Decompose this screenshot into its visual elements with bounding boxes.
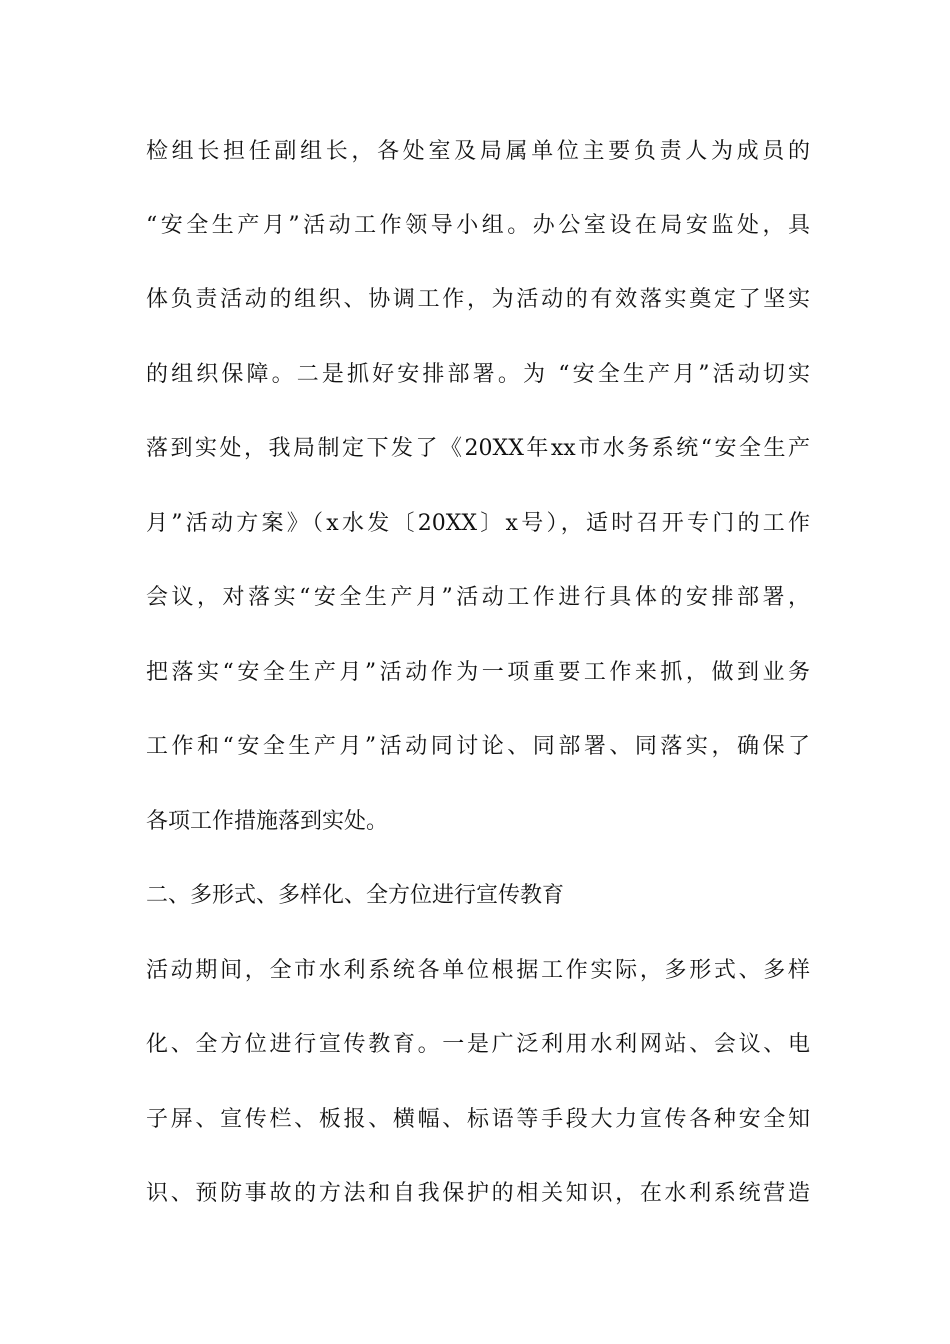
paragraph-line: 化、全方位进行宣传教育。一是广泛利用水利网站、会议、电	[146, 1032, 810, 1057]
paragraph-line: 把落实“安全生产月”活动作为一项重要工作来抓，做到业务	[146, 660, 810, 685]
paragraph-line: 落到实处，我局制定下发了《20XX年xx市水务系统“安全生产	[146, 436, 810, 461]
paragraph-line: 活动期间，全市水利系统各单位根据工作实际，多形式、多样	[146, 958, 810, 983]
paragraph-line-last: 各项工作措施落到实处。	[146, 809, 389, 834]
paragraph-line: 识、预防事故的方法和自我保护的相关知识，在水利系统营造	[146, 1181, 810, 1206]
paragraph-line: 的组织保障。二是抓好安排部署。为 “安全生产月”活动切实	[146, 362, 810, 387]
paragraph-line: 会议，对落实“安全生产月”活动工作进行具体的安排部署，	[146, 585, 810, 610]
paragraph-line: 检组长担任副组长，各处室及局属单位主要负责人为成员的	[146, 139, 810, 164]
paragraph-line: 子屏、宣传栏、板报、横幅、标语等手段大力宣传各种安全知	[146, 1107, 810, 1132]
paragraph-line: 工作和“安全生产月”活动同讨论、同部署、同落实，确保了	[146, 734, 810, 759]
section-heading: 二、多形式、多样化、全方位进行宣传教育	[146, 883, 565, 908]
paragraph-line: 体负责活动的组织、协调工作，为活动的有效落实奠定了坚实	[146, 287, 810, 312]
paragraph-line: “安全生产月”活动工作领导小组。办公室设在局安监处，具	[146, 213, 810, 238]
paragraph-line: 月”活动方案》（x水发〔20XX〕x号），适时召开专门的工作	[146, 511, 810, 536]
